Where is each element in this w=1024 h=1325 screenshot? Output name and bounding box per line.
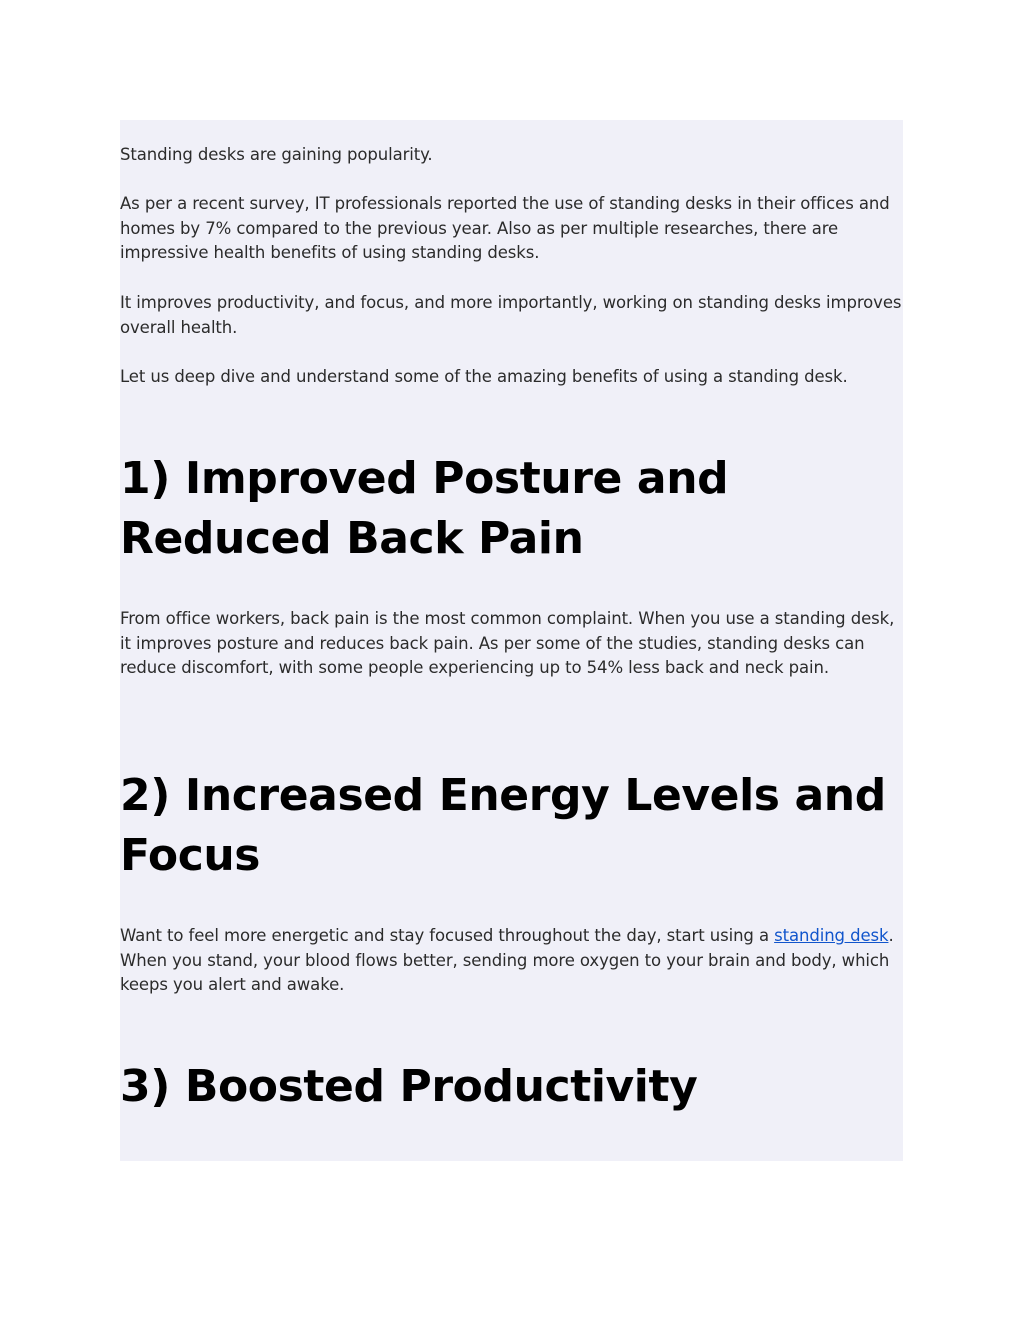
intro-paragraph-2: As per a recent survey, IT professionals reported the use of standing desks in their offices and homes by 7% compared to the previous year. Also as per multiple researches, there are impressive health benefits of using standing desks.: [120, 194, 890, 262]
intro-paragraph-3: It improves productivity, and focus, and more importantly, working on standing desks improves overall health.: [120, 293, 902, 337]
section-1-heading: 1) Improved Posture and Reduced Back Pain: [120, 453, 729, 564]
standing-desk-link[interactable]: standing desk: [774, 926, 889, 945]
section-2-body-before-link: Want to feel more energetic and stay focused throughout the day, start using a: [120, 926, 775, 945]
intro-paragraph-4: Let us deep dive and understand some of the amazing benefits of using a standing desk.: [120, 367, 848, 386]
section-3-heading: 3) Boosted Productivity: [120, 1061, 698, 1112]
section-2-body-after-link: . When you stand, your blood flows better, sending more oxygen to your brain and body, which keeps you alert and awake.: [120, 926, 894, 994]
section-2-body: [120, 924, 906, 998]
section-1-body: From office workers, back pain is the most common complaint. When you use a standing desk, it improves posture and reduces back pain. As per some of the studies, standing desks can reduce discomfort, with some people experiencing up to 54% less back and neck pain.: [120, 609, 895, 677]
intro-paragraph-1: Standing desks are gaining popularity.: [120, 145, 433, 164]
section-2-heading: 2) Increased Energy Levels and Focus: [120, 770, 886, 881]
